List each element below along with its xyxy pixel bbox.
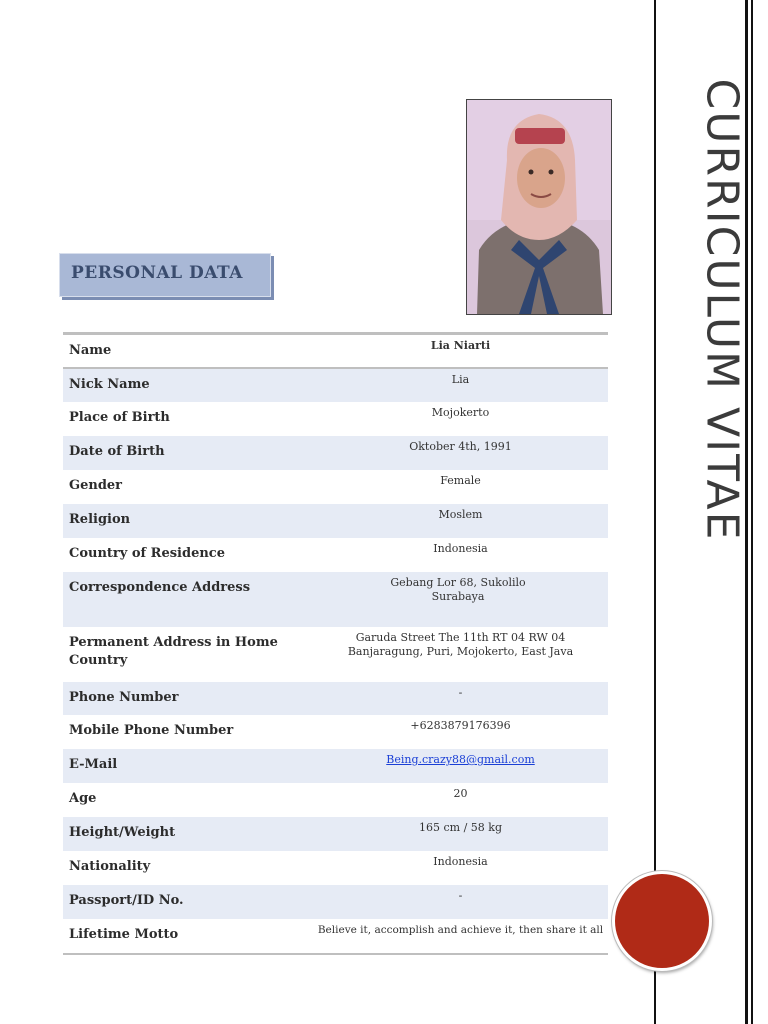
row-value-country-of-residence: Indonesia: [433, 542, 488, 555]
table-row: [63, 572, 608, 627]
row-value-lifetime-motto: Believe it, accomplish and achieve it, then share it all: [317, 924, 604, 936]
row-value-place-of-birth: Mojokerto: [431, 406, 490, 419]
table-row: [63, 470, 608, 504]
table-row: [63, 817, 608, 851]
profile-photo: [466, 99, 612, 315]
row-label-height-weight: Height/Weight: [69, 825, 176, 840]
table-row: [63, 851, 608, 885]
table-row: [63, 682, 608, 715]
row-label-name: Name: [69, 343, 112, 358]
row-label-gender: Gender: [69, 478, 123, 493]
table-row: [63, 783, 608, 817]
table-row: [63, 369, 608, 402]
row-label-lifetime-motto: Lifetime Motto: [69, 927, 179, 942]
row-label-religion: Religion: [69, 512, 131, 527]
section-title: PERSONAL DATA: [71, 263, 243, 283]
row-value-gender: Female: [440, 474, 481, 487]
row-value-phone-number: -: [458, 686, 463, 699]
row-label-email: E-Mail: [69, 757, 118, 772]
row-label-permanent-address: Permanent Address in Home Country: [69, 635, 278, 668]
table-row: [63, 436, 608, 470]
row-label-passport: Passport/ID No.: [69, 893, 184, 908]
table-row: [63, 402, 608, 436]
decorative-red-circle: [612, 871, 712, 971]
table-row: [63, 749, 608, 783]
row-value-date-of-birth: Oktober 4th, 1991: [409, 440, 512, 453]
row-value-age: 20: [453, 787, 468, 800]
row-value-nick-name: Lia: [451, 373, 470, 386]
row-value-mobile-phone: +6283879176396: [410, 719, 511, 732]
table-row: [63, 504, 608, 538]
row-label-mobile-phone: Mobile Phone Number: [69, 723, 234, 738]
row-value-correspondence-address: Gebang Lor 68, Sukolilo Surabaya: [390, 576, 526, 603]
table-row: [63, 627, 608, 682]
row-value-nationality: Indonesia: [433, 855, 488, 868]
row-label-country-of-residence: Country of Residence: [69, 546, 225, 561]
row-value-name: Lia Niarti: [430, 339, 491, 352]
table-row: [63, 335, 608, 367]
personal-data-table: [63, 332, 608, 955]
row-value-height-weight: 165 cm / 58 kg: [419, 821, 502, 834]
table-bottom-rule: [63, 953, 608, 955]
row-value-religion: Moslem: [438, 508, 483, 521]
row-label-nick-name: Nick Name: [69, 377, 150, 392]
row-label-correspondence-address: Correspondence Address: [69, 580, 251, 595]
email-link[interactable]: Being.crazy88@gmail.com: [386, 753, 535, 766]
document-title: CURRICULUM VITAE: [696, 78, 748, 542]
section-header: [59, 253, 271, 297]
row-label-place-of-birth: Place of Birth: [69, 410, 170, 425]
table-row: [63, 885, 608, 919]
row-label-nationality: Nationality: [69, 859, 151, 874]
row-label-date-of-birth: Date of Birth: [69, 444, 165, 459]
vertical-rule-right-inner: [751, 0, 753, 1024]
table-row: [63, 715, 608, 749]
row-value-passport: -: [458, 889, 463, 902]
table-row: [63, 538, 608, 572]
table-row: [63, 919, 608, 953]
row-label-phone-number: Phone Number: [69, 690, 179, 705]
row-label-age: Age: [69, 791, 97, 806]
row-value-permanent-address: Garuda Street The 11th RT 04 RW 04 Banjaragung, Puri, Mojokerto, East Java: [347, 631, 574, 658]
